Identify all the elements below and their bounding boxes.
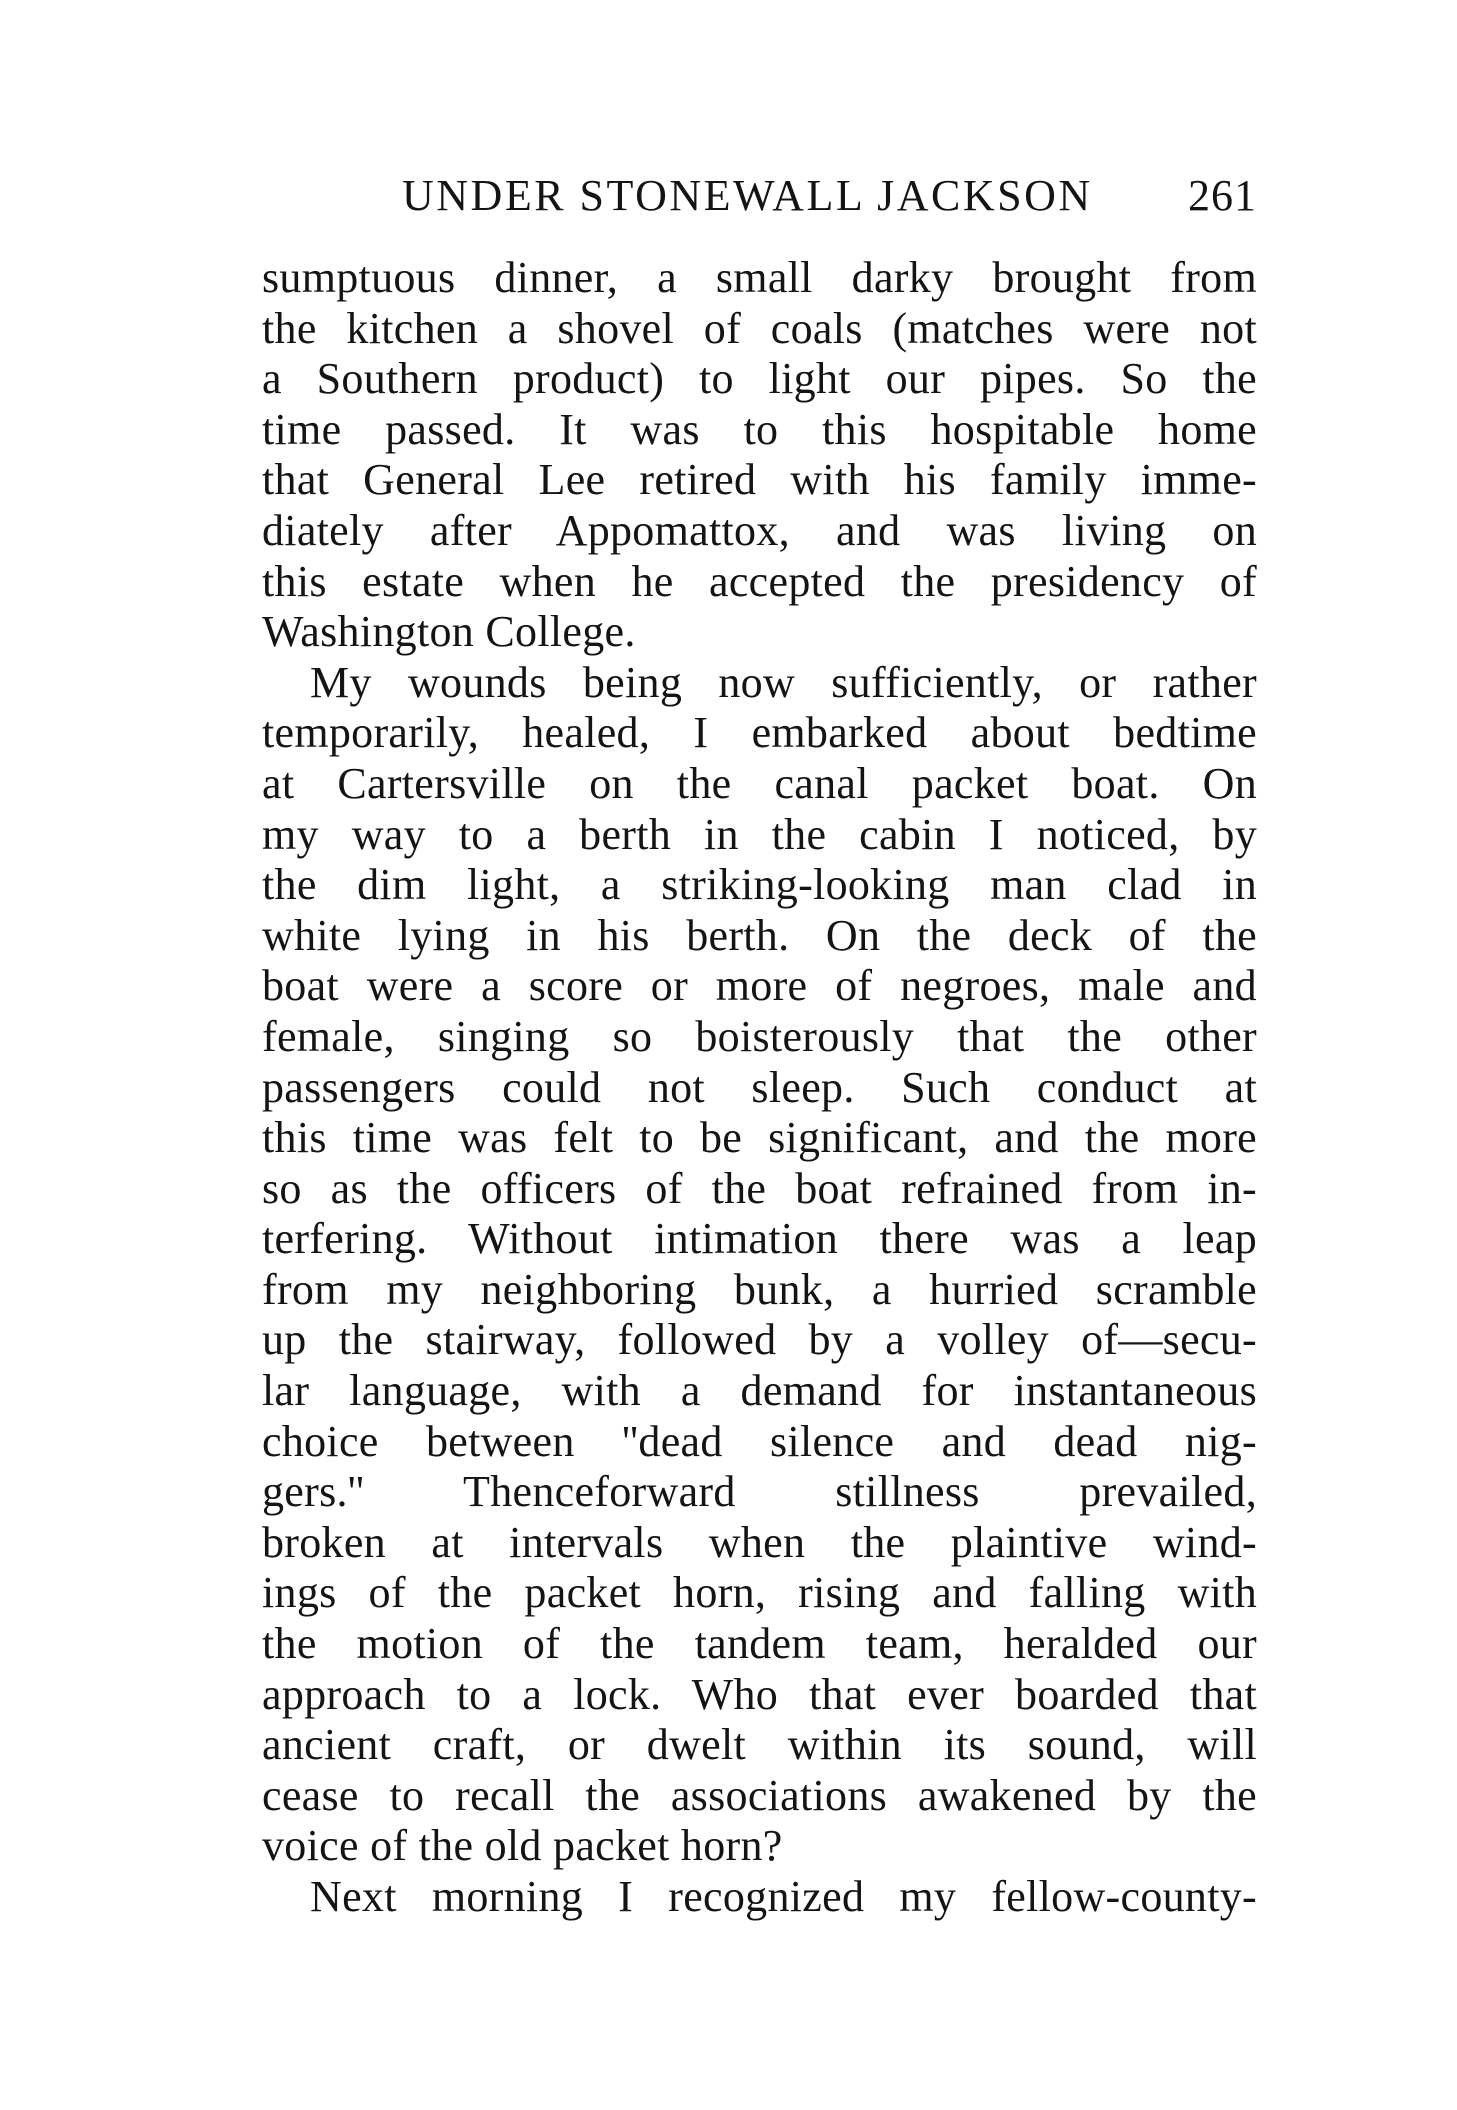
text-line: Washington College. [262,607,636,657]
text-line: female, singing so boisterously that the other [262,1011,1257,1061]
text-line: white lying in his berth. On the deck of the [262,910,1257,960]
text-line: gers.'' Thenceforward stillness prevailed, [262,1467,1257,1517]
text-line: Next morning I recognized my fellow-county- [310,1872,1257,1921]
text-line: time passed. It was to this hospitable home [262,404,1257,454]
text-line: terfering. Without intimation there was a leap [262,1214,1257,1264]
text-line: my way to a berth in the cabin I noticed, by [262,809,1257,859]
page-header [262,166,1257,226]
text-line: the motion of the tandem team, heralded our [262,1619,1257,1669]
body-text [262,253,1257,1923]
text-line: this estate when he accepted the presidency of [262,556,1257,606]
text-line: this time was felt to be significant, and the more [262,1113,1257,1163]
text-line: that General Lee retired with his family imme- [262,455,1257,505]
text-line: voice of the old packet horn? [262,1821,783,1871]
text-line: ings of the packet horn, rising and falling with [262,1568,1257,1618]
text-line: passengers could not sleep. Such conduct at [262,1062,1257,1112]
text-line: choice between ''dead silence and dead nig- [262,1416,1257,1466]
text-line: broken at intervals when the plaintive wind- [262,1517,1257,1567]
text-line: boat were a score or more of negroes, male and [262,961,1257,1011]
text-line: up the stairway, followed by a volley of—secu- [262,1315,1257,1365]
text-line: approach to a lock. Who that ever boarded that [262,1669,1257,1719]
text-line: temporarily, healed, I embarked about bedtime [262,708,1257,758]
text-line: diately after Appomattox, and was living on [262,505,1257,555]
text-line: so as the officers of the boat refrained from in- [262,1163,1257,1213]
text-line: at Cartersville on the canal packet boat. On [262,758,1257,808]
text-line: My wounds being now sufficiently, or rather [310,657,1257,707]
page-number: 261 [1188,171,1257,220]
text-line: from my neighboring bunk, a hurried scramble [262,1264,1257,1314]
running-title: UNDER STONEWALL JACKSON [402,171,1093,220]
text-line: lar language, with a demand for instantaneous [262,1366,1257,1416]
text-line: sumptuous dinner, a small darky brought from [262,253,1257,302]
text-line: a Southern product) to light our pipes. So the [262,354,1257,404]
text-line: the kitchen a shovel of coals (matches were not [262,303,1257,353]
text-line: cease to recall the associations awakened by the [262,1770,1257,1820]
text-line: the dim light, a striking-looking man clad in [262,860,1257,910]
text-line: ancient craft, or dwelt within its sound, will [262,1720,1257,1770]
